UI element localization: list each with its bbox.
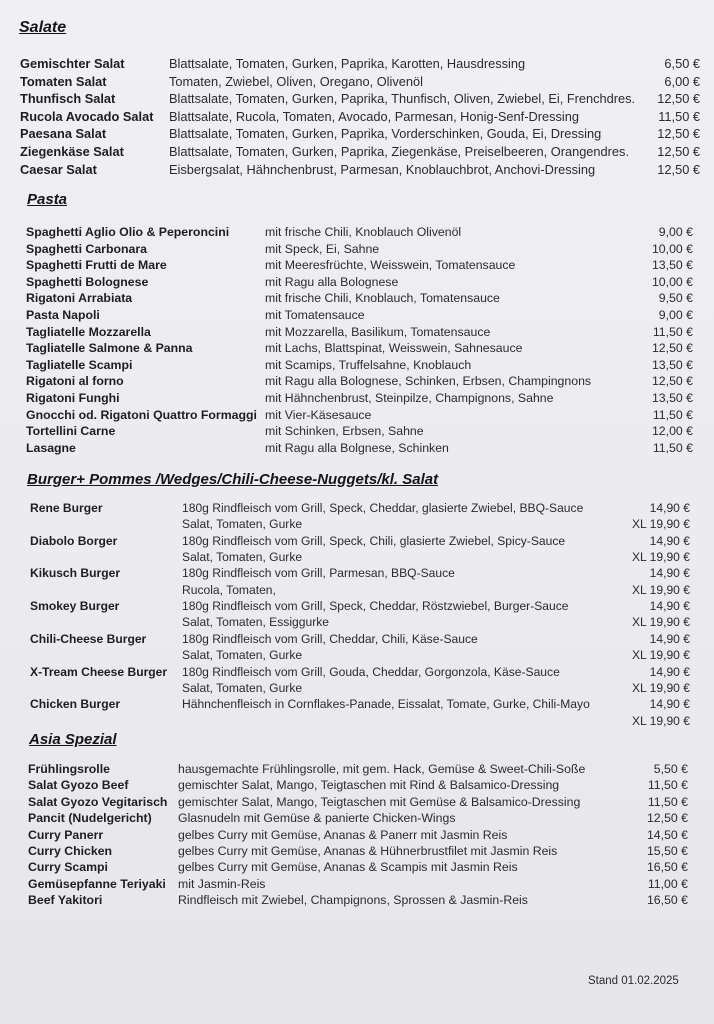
item-description: Eisbergsalat, Hähnchenbrust, Parmesan, Knoblauchbrot, Anchovi-Dressing bbox=[169, 161, 596, 177]
item-description: mit Meeresfrüchte, Weisswein, Tomatensauce bbox=[265, 258, 516, 273]
item-name: Gemüsepfanne Teriyaki bbox=[28, 876, 166, 891]
item-name: Beef Yakitori bbox=[28, 893, 103, 908]
item-description: mit Jasmin-Reis bbox=[178, 876, 266, 891]
item-name: Rigatoni al forno bbox=[26, 374, 124, 389]
item-description: gemischter Salat, Mango, Teigtaschen mit Rind & Balsamico-Dressing bbox=[178, 778, 560, 793]
item-price: 14,90 € bbox=[649, 533, 690, 548]
item-description: mit Schinken, Erbsen, Sahne bbox=[265, 424, 424, 439]
item-price: 11,50 € bbox=[652, 440, 693, 455]
section-title: Burger+ Pommes /Wedges/Chili-Cheese-Nuggets/kl. Salat bbox=[27, 471, 439, 488]
item-name: Rigatoni Funghi bbox=[26, 391, 120, 405]
item-name: Tagliatelle Mozzarella bbox=[26, 324, 151, 339]
item-price: 16,50 € bbox=[646, 893, 688, 908]
section-title: Pasta bbox=[27, 191, 68, 208]
item-price: 12,50 € bbox=[651, 341, 693, 356]
item-name: Pancit (Nudelgericht) bbox=[28, 811, 152, 826]
item-name: Curry Panerr bbox=[28, 827, 104, 842]
item-name: Rene Burger bbox=[30, 501, 103, 515]
item-price: 15,50 € bbox=[646, 844, 688, 858]
item-name: Pasta Napoli bbox=[26, 308, 100, 322]
item-price: 6,00 € bbox=[664, 73, 700, 89]
item-name: Tagliatelle Scampi bbox=[26, 357, 133, 372]
item-description: Blattsalate, Tomaten, Gurken, Paprika, Vorderschinken, Gouda, Ei, Dressing bbox=[169, 126, 602, 142]
item-description-extra: Salat, Tomaten, Gurke bbox=[182, 648, 303, 663]
item-price-xl: XL 19,90 € bbox=[631, 680, 690, 695]
item-description: mit Speck, Ei, Sahne bbox=[265, 241, 380, 256]
item-description: 180g Rindfleisch vom Grill, Speck, Chili, glasierte Zwiebel, Spicy-Sauce bbox=[182, 533, 566, 548]
item-name: Lasagne bbox=[26, 440, 76, 455]
item-price: 14,90 € bbox=[649, 566, 690, 581]
item-price: 10,00 € bbox=[651, 274, 693, 289]
item-description-extra: Salat, Tomaten, Essiggurke bbox=[182, 615, 329, 630]
item-price: 12,00 € bbox=[651, 424, 693, 439]
item-name: Paesana Salat bbox=[20, 126, 107, 142]
item-name: Rucola Avocado Salat bbox=[20, 108, 154, 124]
item-price: 11,50 € bbox=[658, 108, 700, 124]
item-description: mit Lachs, Blattspinat, Weisswein, Sahnesauce bbox=[265, 341, 523, 356]
item-name: Spaghetti Frutti de Mare bbox=[26, 258, 167, 273]
item-price: 9,00 € bbox=[658, 225, 693, 239]
item-name: Curry Scampi bbox=[28, 860, 108, 875]
item-description: Rindfleisch mit Zwiebel, Champignons, Sprossen & Jasmin-Reis bbox=[178, 893, 528, 908]
item-name: Curry Chicken bbox=[28, 844, 113, 858]
item-name: Caesar Salat bbox=[20, 161, 97, 177]
item-description: mit frische Chili, Knoblauch Olivenöl bbox=[265, 225, 462, 239]
item-name: Salat Gyozo Beef bbox=[28, 778, 129, 793]
item-price: 12,50 € bbox=[651, 374, 693, 389]
item-description: mit Ragu alla Bolgnese, Schinken bbox=[265, 440, 449, 455]
item-name: Frühlingsrolle bbox=[28, 762, 110, 776]
item-description: Blattsalate, Tomaten, Gurken, Paprika, Karotten, Hausdressing bbox=[169, 56, 526, 71]
item-description: Hähnchenfleisch in Cornflakes-Panade, Eissalat, Tomate, Gurke, Chili-Mayo bbox=[182, 697, 590, 712]
item-description: mit Hähnchenbrust, Steinpilze, Champignons, Sahne bbox=[265, 391, 554, 405]
item-description: mit Mozzarella, Basilikum, Tomatensauce bbox=[265, 324, 491, 339]
item-price: 10,00 € bbox=[651, 241, 693, 256]
item-name: Salat Gyozo Vegitarisch bbox=[28, 794, 168, 809]
item-price: 11,50 € bbox=[647, 794, 688, 809]
item-name: Tomaten Salat bbox=[20, 73, 107, 89]
item-price: 12,50 € bbox=[657, 91, 700, 107]
item-price: 12,50 € bbox=[657, 126, 700, 142]
item-price-xl: XL 19,90 € bbox=[631, 648, 690, 663]
item-description: gelbes Curry mit Gemüse, Ananas & Scampis mit Jasmin Reis bbox=[178, 860, 518, 875]
item-description-extra: Salat, Tomaten, Gurke bbox=[182, 517, 303, 532]
item-name: Diabolo Borger bbox=[30, 533, 118, 548]
item-description-extra: Rucola, Tomaten, bbox=[182, 582, 276, 597]
item-description-extra: Salat, Tomaten, Gurke bbox=[182, 680, 303, 695]
item-price: 14,90 € bbox=[649, 501, 690, 515]
item-price-xl: XL 19,90 € bbox=[631, 582, 690, 597]
item-description: 180g Rindfleisch vom Grill, Speck, Cheddar, Röstzwiebel, Burger-Sauce bbox=[182, 599, 569, 614]
item-description: gelbes Curry mit Gemüse, Ananas & Hühnerbrustfilet mit Jasmin Reis bbox=[178, 844, 558, 858]
item-price: 11,50 € bbox=[647, 778, 688, 793]
item-name: Tagliatelle Salmone & Panna bbox=[26, 341, 193, 356]
item-description: mit Ragu alla Bolognese bbox=[265, 274, 399, 289]
item-price: 5,50 € bbox=[653, 762, 688, 776]
item-description: mit Ragu alla Bolognese, Schinken, Erbsen, Champingnons bbox=[265, 374, 592, 389]
item-name: Spaghetti Aglio Olio & Peperoncini bbox=[26, 225, 230, 239]
item-description: Blattsalate, Rucola, Tomaten, Avocado, Parmesan, Honig-Senf-Dressing bbox=[169, 108, 579, 124]
item-description: Blattsalate, Tomaten, Gurken, Paprika, Ziegenkäse, Preiselbeeren, Orangendres. bbox=[169, 144, 629, 159]
item-price: 12,50 € bbox=[657, 144, 700, 159]
item-price-xl: XL 19,90 € bbox=[631, 615, 690, 630]
section-title: Salate bbox=[19, 19, 67, 36]
item-name: Thunfisch Salat bbox=[20, 91, 116, 107]
item-name: Kikusch Burger bbox=[30, 566, 121, 581]
item-description: gemischter Salat, Mango, Teigtaschen mit Gemüse & Balsamico-Dressing bbox=[178, 794, 581, 809]
item-description-extra: Salat, Tomaten, Gurke bbox=[182, 550, 303, 565]
item-price: 11,00 € bbox=[647, 876, 688, 891]
item-name: Tortellini Carne bbox=[26, 424, 116, 439]
item-description: 180g Rindfleisch vom Grill, Gouda, Cheddar, Gorgonzola, Käse-Sauce bbox=[182, 664, 560, 679]
item-description: mit Scamips, Truffelsahne, Knoblauch bbox=[265, 357, 472, 372]
item-price: 14,90 € bbox=[649, 599, 690, 614]
section-title: Asia Spezial bbox=[29, 731, 117, 748]
item-name: X-Tream Cheese Burger bbox=[30, 664, 168, 679]
item-description: hausgemachte Frühlingsrolle, mit gem. Hack, Gemüse & Sweet-Chili-Soße bbox=[178, 762, 586, 776]
item-price: 13,50 € bbox=[651, 258, 693, 273]
item-description: mit frische Chili, Knoblauch, Tomatensauce bbox=[265, 291, 500, 306]
item-description: 180g Rindfleisch vom Grill, Cheddar, Chili, Käse-Sauce bbox=[182, 631, 478, 646]
item-name: Rigatoni Arrabiata bbox=[26, 291, 133, 306]
item-price: 6,50 € bbox=[664, 56, 700, 71]
item-price: 14,90 € bbox=[649, 664, 690, 679]
item-price: 14,90 € bbox=[649, 697, 690, 712]
item-price: 9,50 € bbox=[658, 291, 693, 306]
item-description: mit Vier-Käsesauce bbox=[265, 407, 372, 422]
item-description: Glasnudeln mit Gemüse & panierte Chicken-Wings bbox=[178, 811, 456, 826]
item-name: Chicken Burger bbox=[30, 697, 121, 712]
item-description: 180g Rindfleisch vom Grill, Speck, Cheddar, glasierte Zwiebel, BBQ-Sauce bbox=[182, 501, 584, 515]
item-price: 9,00 € bbox=[658, 308, 693, 322]
item-description: Tomaten, Zwiebel, Oliven, Oregano, Olivenöl bbox=[169, 73, 423, 89]
item-price: 12,50 € bbox=[646, 811, 688, 826]
stand-date: Stand 01.02.2025 bbox=[588, 975, 679, 987]
item-description: mit Tomatensauce bbox=[265, 308, 365, 322]
item-price: 16,50 € bbox=[646, 860, 688, 875]
item-price-xl: XL 19,90 € bbox=[631, 517, 690, 532]
item-price: 14,50 € bbox=[646, 827, 688, 842]
item-price: 13,50 € bbox=[651, 391, 693, 405]
item-name: Smokey Burger bbox=[30, 599, 120, 614]
item-price-xl: XL 19,90 € bbox=[631, 550, 690, 565]
item-name: Chili-Cheese Burger bbox=[30, 631, 147, 646]
item-price-xl: XL 19,90 € bbox=[631, 713, 690, 728]
item-price: 13,50 € bbox=[651, 357, 693, 372]
item-description: Blattsalate, Tomaten, Gurken, Paprika, Thunfisch, Oliven, Zwiebel, Ei, Frenchdres. bbox=[169, 91, 636, 107]
item-description: gelbes Curry mit Gemüse, Ananas & Panerr mit Jasmin Reis bbox=[178, 827, 508, 842]
item-name: Spaghetti Bolognese bbox=[26, 274, 149, 289]
item-price: 11,50 € bbox=[652, 324, 693, 339]
item-name: Gnocchi od. Rigatoni Quattro Formaggi bbox=[26, 407, 257, 422]
item-description: 180g Rindfleisch vom Grill, Parmesan, BBQ-Sauce bbox=[182, 566, 455, 581]
item-name: Spaghetti Carbonara bbox=[26, 241, 147, 256]
item-name: Ziegenkäse Salat bbox=[20, 144, 124, 159]
item-price: 12,50 € bbox=[657, 161, 700, 177]
item-name: Gemischter Salat bbox=[20, 56, 125, 71]
item-price: 14,90 € bbox=[649, 631, 690, 646]
item-price: 11,50 € bbox=[652, 407, 693, 422]
